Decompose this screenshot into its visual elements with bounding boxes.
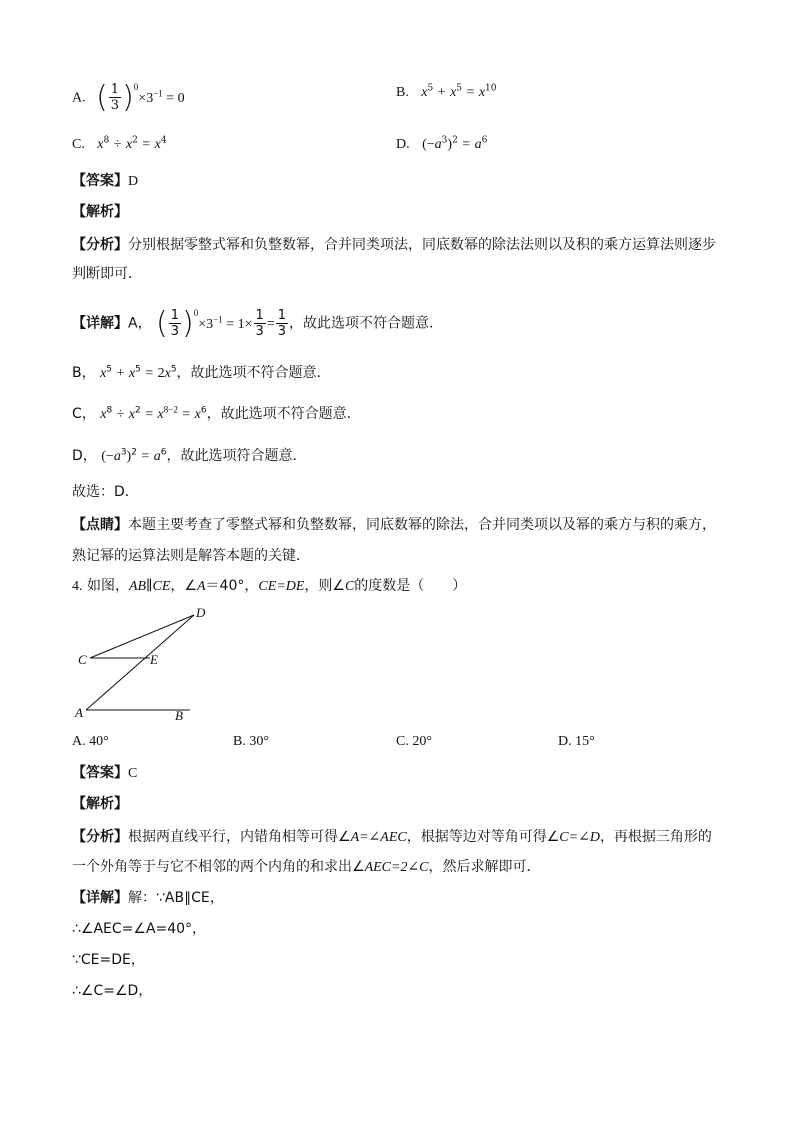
math-expression: $x^5 + x^5 = 2x^5$: [100, 364, 177, 381]
label-c: C: [78, 652, 87, 667]
q4-detail-line-4: ∴∠C=∠D，: [72, 983, 153, 999]
q4-detail-line-2: ∴∠AEC=∠A=40°，: [72, 921, 207, 937]
label-a: A: [75, 705, 83, 720]
q4-fenxi-line-2: 一个外角等于与它不相邻的两个内角的和求出∠AEC=2∠C，然后求解即可．: [72, 859, 541, 875]
q3-dianjing-line-1: 【点睛】本题主要考查了零整式幂和负整数幂，同底数幂的除法，合并同类项以及幂的乘方与积的乘方，: [72, 517, 716, 533]
math-expression: $x^5 + x^5 = x^{10}$: [421, 83, 497, 100]
q3-fenxi-line-2: 判断即可．: [72, 266, 142, 282]
label-b: B: [175, 708, 183, 723]
q4-option-c: C. 20°: [396, 734, 432, 749]
q3-option-d: D. $(-a^3)^2 = a^6$: [396, 135, 488, 152]
q3-fenxi-line-1: 【分析】分别根据零整式幂和负整数幂，合并同类项法，同底数幂的除法法则以及积的乘方运算法则逐步: [72, 237, 716, 253]
math-expression: $x^8 \div x^2 = x^4$: [97, 135, 167, 152]
q4-analysis-heading: 【解析】: [72, 796, 128, 812]
q3-detail-b: B， $x^5 + x^5 = 2x^5$，故此选项不符合题意．: [72, 364, 331, 381]
math-expression: $(-a^3)^2 = a^6$: [422, 135, 488, 152]
label-d: D: [196, 605, 206, 620]
geometry-figure: [70, 600, 220, 728]
q4-stem: 4. 如图，AB∥CE，∠A＝40°，CE=DE，则∠C的度数是（ ）: [72, 578, 467, 594]
segment-ad: [86, 615, 194, 710]
math-expression: ( $\frac{1}{3}$ ) 0: [156, 305, 199, 341]
q3-detail-c: C， $x^8 \div x^2 = x^{8-2} = x^6$，故此选项不符合题意．: [72, 404, 361, 422]
q3-dianjing-line-2: 熟记幂的运算法则是解答本题的关键．: [72, 548, 310, 564]
math-expression: $x^8 \div x^2 = x^{8-2} = x^6$: [100, 404, 207, 422]
q4-detail-line-1: 【详解】解：∵AB∥CE，: [72, 890, 224, 906]
q3-option-b: B. $x^5 + x^5 = x^{10}$: [396, 83, 497, 100]
q4-option-b: B. 30°: [233, 734, 269, 749]
math-expression: ( $\frac{1}{3}$ ) 0: [96, 79, 139, 115]
q4-fenxi-line-1: 【分析】根据两直线平行，内错角相等可得∠A=∠AEC，根据等边对等角可得∠C=∠D，再根据三角形的: [72, 829, 712, 845]
q3-answer: 【答案】D: [72, 173, 139, 189]
q3-choose: 故选：D．: [72, 484, 139, 500]
label-e: E: [150, 652, 158, 667]
segment-cd: [90, 615, 194, 658]
q3-detail-a: 【详解】A， ( $\frac{1}{3}$ ) 0 $\times 3^{-1} = 1\times$ $\frac{1}{3}$ = $\frac{1}{3}$ ，故此选项不符合题意．: [72, 305, 443, 341]
q3-option-a: A. ( $\frac{1}{3}$ ) 0 $\times 3^{-1} = 0$: [72, 79, 185, 115]
q4-option-a: A. 40°: [72, 734, 109, 749]
q3-option-c: C. $x^8 \div x^2 = x^4$: [72, 135, 167, 152]
q3-detail-d: D， $(-a^3)^2 = a^6$，故此选项符合题意．: [72, 447, 307, 464]
q4-option-d: D. 15°: [558, 734, 595, 749]
q3-analysis-heading: 【解析】: [72, 204, 128, 220]
q4-answer: 【答案】C: [72, 765, 138, 781]
math-expression: $(-a^3)^2 = a^6$: [101, 447, 167, 464]
q4-detail-line-3: ∵CE=DE，: [72, 952, 145, 968]
